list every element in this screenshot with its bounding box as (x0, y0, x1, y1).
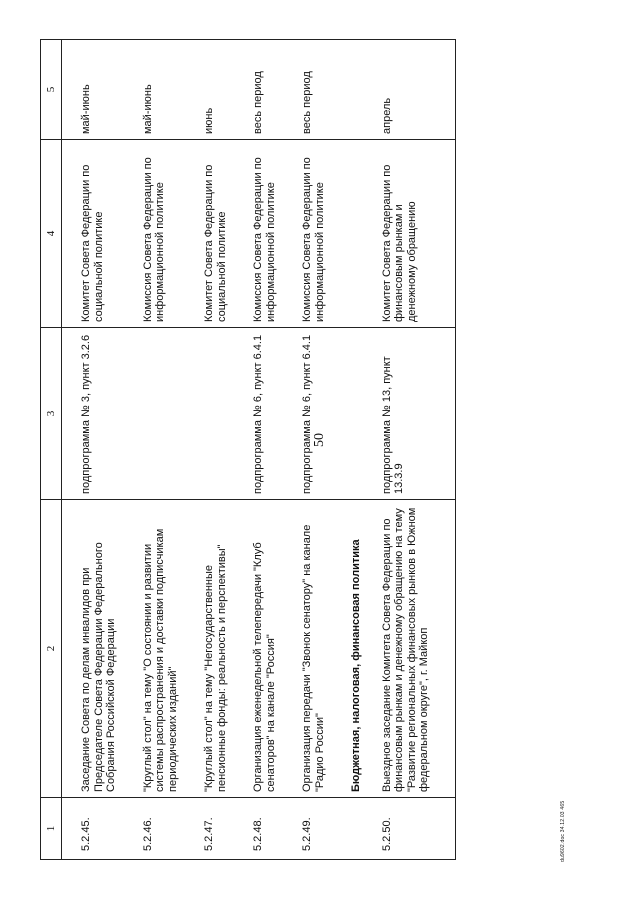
event-title: Организация еженедельной телепередачи "Клуб сенаторов" на канале "Россия" (238, 500, 287, 798)
column-header-3: 3 (41, 328, 62, 500)
item-number: 5.2.46. (128, 798, 190, 860)
empty-cell (336, 140, 367, 328)
program-basis: подпрограмма № 13, пункт 13.3.9 (367, 328, 456, 500)
responsible-body: Комиссия Совета Федерации по информационной политике (287, 140, 336, 328)
empty-cell (336, 40, 367, 140)
responsible-body: Комитет Совета Федерации по финансовым рынкам и денежному обращению (367, 140, 456, 328)
item-number: 5.2.49. (287, 798, 336, 860)
time-period: июнь (189, 40, 238, 140)
table-row (62, 40, 128, 860)
column-number-header-row (41, 40, 62, 860)
document-footer-code: du9602.doc 34.12.03 465 (560, 800, 566, 862)
table-row (367, 40, 456, 860)
time-period: апрель (367, 40, 456, 140)
column-header-1: 1 (41, 798, 62, 860)
event-title: "Круглый стол" на тему "О состоянии и развитии системы распространения и доставки подписчикам периодических изданий" (128, 500, 190, 798)
empty-cell (336, 328, 367, 500)
item-number: 5.2.47. (189, 798, 238, 860)
responsible-body: Комитет Совета Федерации по социальной политике (62, 140, 128, 328)
table-row (287, 40, 336, 860)
section-number-cell (336, 798, 367, 860)
page-number: 50 (312, 433, 327, 447)
program-basis: подпрограмма № 6, пункт 6.4.1 (238, 328, 287, 500)
rotated-table-container (40, 40, 600, 860)
column-header-5: 5 (41, 40, 62, 140)
item-number: 5.2.45. (62, 798, 128, 860)
program-basis: подпрограмма № 3, пункт 3.2.6 (62, 328, 128, 500)
time-period: весь период (287, 40, 336, 140)
event-title: Заседание Совета по делам инвалидов при Председателе Совета Федерации Федерального Собрания Российской Федерации (62, 500, 128, 798)
program-basis (128, 328, 190, 500)
time-period: май-июнь (128, 40, 190, 140)
time-period: весь период (238, 40, 287, 140)
column-header-4: 4 (41, 140, 62, 328)
program-basis: подпрограмма № 6, пункт 6.4.1 (287, 328, 336, 500)
program-basis (189, 328, 238, 500)
table-row (189, 40, 238, 860)
responsible-body: Комиссия Совета Федерации по информационной политике (128, 140, 190, 328)
item-number: 5.2.50. (367, 798, 456, 860)
time-period: май-июнь (62, 40, 128, 140)
section-row (336, 40, 367, 860)
column-header-2: 2 (41, 500, 62, 798)
table-row (238, 40, 287, 860)
responsible-body: Комиссия Совета Федерации по информационной политике (238, 140, 287, 328)
event-title: "Круглый стол" на тему "Негосударственные пенсионные фонды: реальность и перспективы" (189, 500, 238, 798)
table-row (128, 40, 190, 860)
event-title: Организация передачи "Звонок сенатору" на канале "Радио России" (287, 500, 336, 798)
plan-table (40, 39, 456, 860)
event-title: Выездное заседание Комитета Совета Федерации по финансовым рынкам и денежному обращению на тему "Развитие региональных финансовых рынков в Южном федеральном округе", г. Майкоп (367, 500, 456, 798)
item-number: 5.2.48. (238, 798, 287, 860)
section-title: Бюджетная, налоговая, финансовая политика (336, 500, 367, 798)
responsible-body: Комитет Совета Федерации по социальной политике (189, 140, 238, 328)
